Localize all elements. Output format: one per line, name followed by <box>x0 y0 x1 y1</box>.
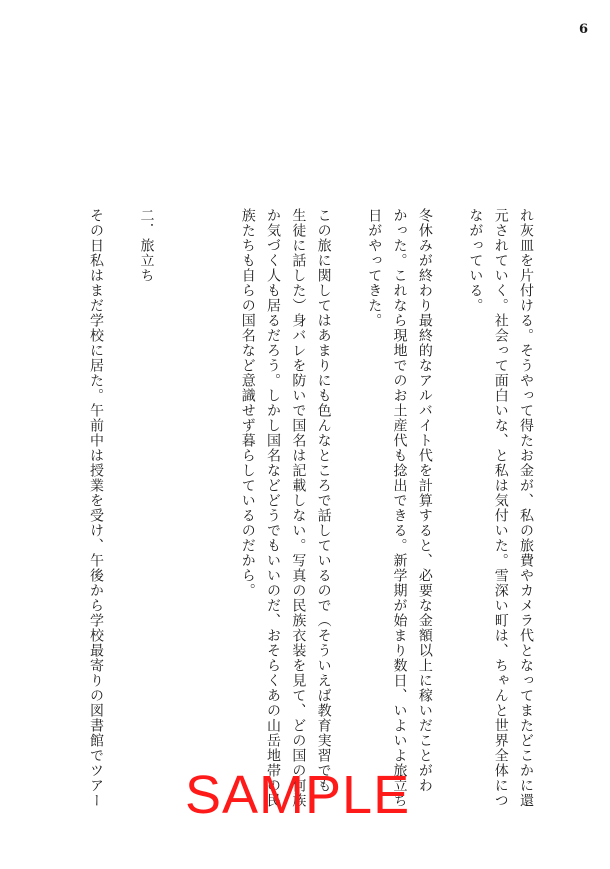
text-line: この旅に関してはあまりにも色んなところで話しているので（そういえば教育実習でも <box>315 208 332 793</box>
text-line <box>108 208 133 808</box>
text-line <box>336 208 361 808</box>
text-line: 生徒に話した）身バレを防いで国名は記載しない。写真の民族衣装を見て、どの国の何族 <box>290 208 307 808</box>
text-line <box>437 208 462 808</box>
sample-watermark: SAMPLE <box>185 765 411 825</box>
text-line: 族たちも自らの国名など意識せず暮らしているのだから。 <box>239 208 256 598</box>
text-line: その日私はまだ学校に居た。午前中は授業を受け、午後から学校最寄りの図書館でツアー <box>87 208 104 808</box>
page-number: 6 <box>578 22 588 37</box>
text-line: かった。これなら現地でのお土産代も捻出できる。新学期が始まり数日、いよいよ旅立ち <box>391 208 408 808</box>
text-line: ながっている。 <box>467 208 484 313</box>
text-line: 日がやってきた。 <box>366 208 383 328</box>
text-line: 冬休みが終わり最終的なアルバイト代を計算すると、必要な金額以上に稼いだことがわ <box>416 208 433 793</box>
text-line <box>209 208 234 808</box>
text-line: か気づく人も居るだろう。しかし国名などどうでもいいのだ、おそらくあの山岳地帯の民 <box>265 208 282 808</box>
section-heading: 二．旅立ち <box>138 208 155 283</box>
body-text-column <box>83 208 538 808</box>
text-line: 元されていく。社会って面白いな、と私は気付いた。雪深い町は、ちゃんと世界全体につ <box>492 208 509 808</box>
text-line <box>184 208 209 808</box>
text-line <box>159 208 184 808</box>
text-line: れ灰皿を片付ける。そうやって得たお金が、私の旅費やカメラ代となってまたどこかに還 <box>518 208 534 808</box>
